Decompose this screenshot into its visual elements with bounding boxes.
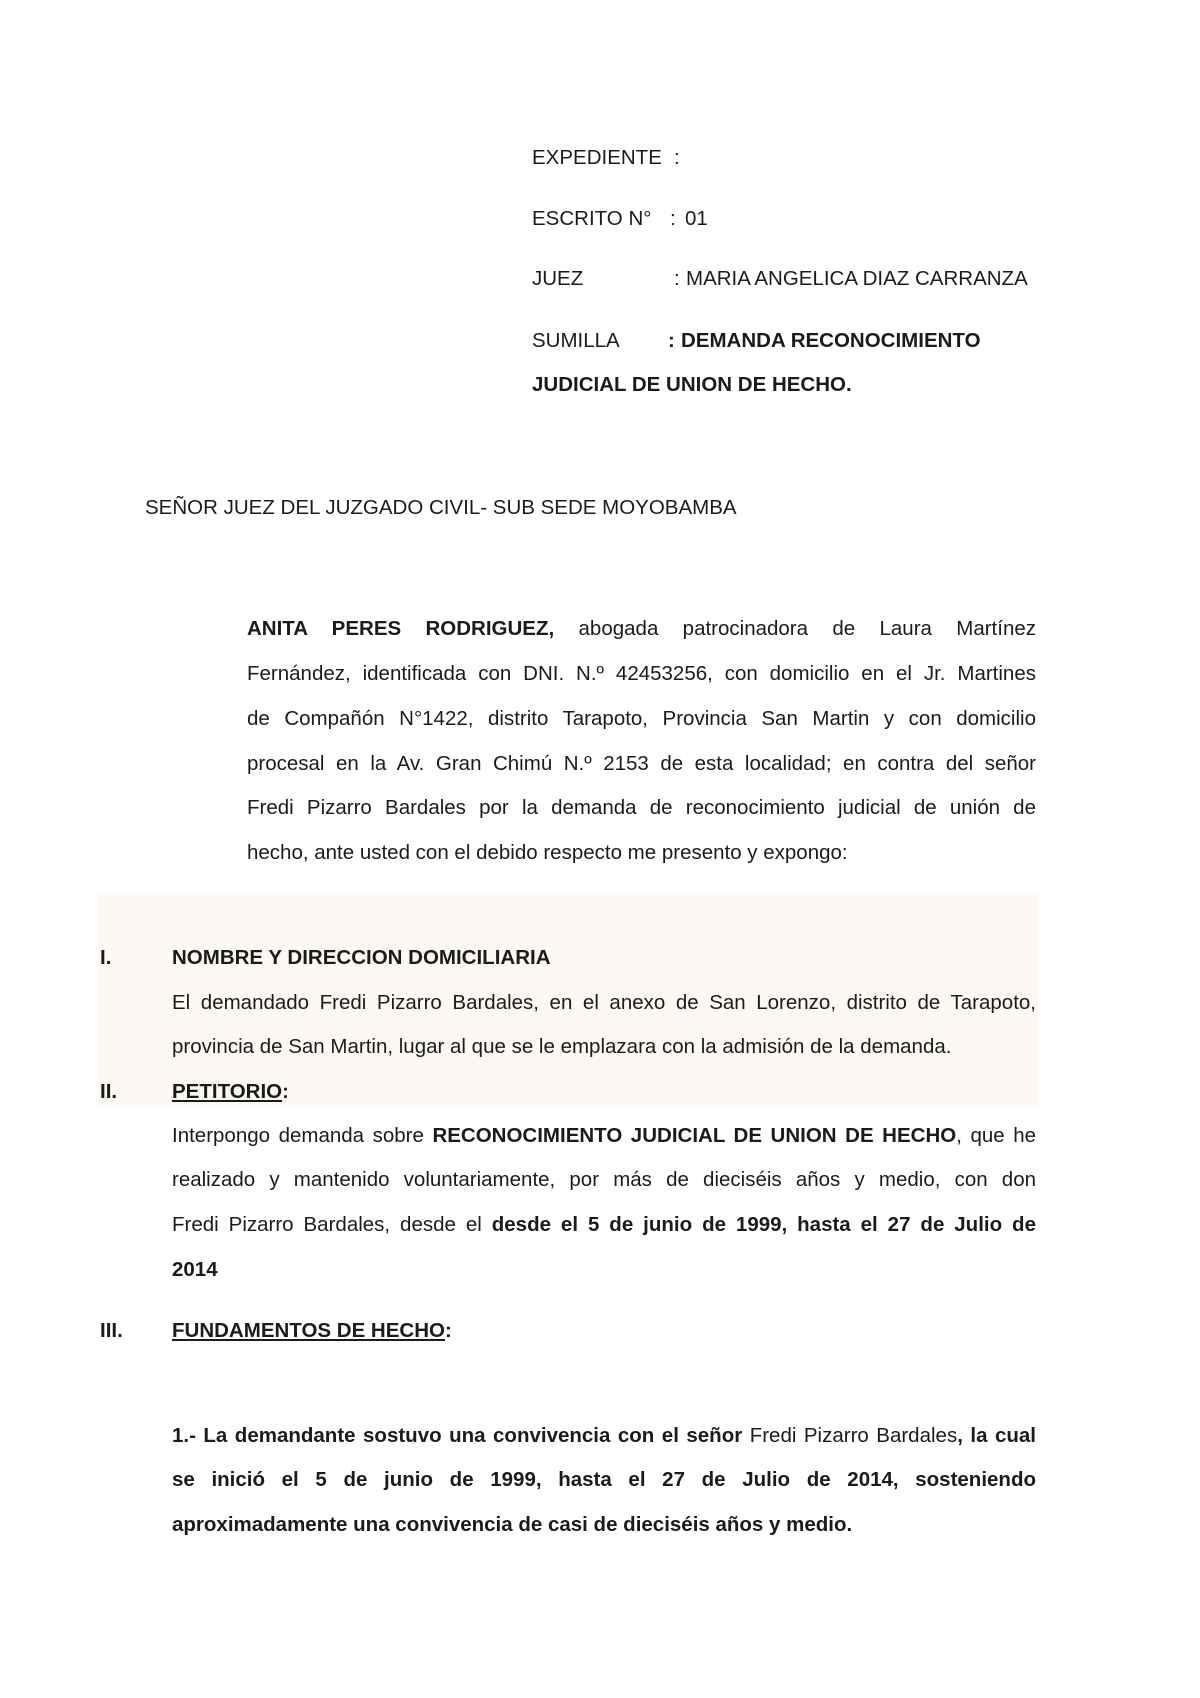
escrito-value: 01 (685, 207, 708, 230)
juez-value: MARIA ANGELICA DIAZ CARRANZA (686, 267, 1028, 290)
section-line (172, 1424, 1036, 1448)
text-segment: Fredi Pizarro Bardales, desde el (172, 1213, 482, 1236)
intro-line (247, 752, 1036, 776)
text-segment: Fredi Pizarro Bardales por la demanda de reconocimiento judicial de unión de (247, 796, 1036, 819)
section-line (172, 1168, 1036, 1192)
section-numeral: I. (100, 946, 112, 969)
escrito-colon: : (670, 207, 676, 230)
section-title-wrap (172, 1080, 1036, 1104)
section-line (172, 1468, 1036, 1492)
defendant-name: Fredi Pizarro Bardales (749, 1424, 958, 1447)
text-segment: Interpongo demanda sobre (172, 1124, 424, 1147)
sumilla-label: SUMILLA (532, 329, 620, 352)
section-title: NOMBRE Y DIRECCION DOMICILIARIA (172, 946, 551, 969)
sumilla-value-continued: JUDICIAL DE UNION DE HECHO. (532, 373, 852, 396)
text-segment: El demandado Fredi Pizarro Bardales, en el anexo de San Lorenzo, distrito de Tarapoto, (172, 991, 1036, 1014)
section-title: FUNDAMENTOS DE HECHO (172, 1319, 445, 1342)
sumilla-value: DEMANDA RECONOCIMIENTO (681, 329, 981, 352)
intro-line (247, 707, 1036, 731)
text-segment: de Compañón N°1422, distrito Tarapoto, Provincia San Martin y con domicilio (247, 707, 1036, 730)
section-line (172, 1513, 1036, 1537)
intro-line (247, 841, 1036, 865)
text-segment: realizado y mantenido voluntariamente, por más de dieciséis años y medio, con don (172, 1168, 1036, 1191)
intro-line (247, 617, 1036, 641)
juez-label: JUEZ (532, 267, 584, 290)
intro-line (247, 662, 1036, 686)
text-segment: provincia de San Martin, lugar al que se le emplazara con la admisión de la demanda. (172, 1035, 952, 1058)
date-range-bold-text: desde el 5 de junio de 1999, hasta el 27 de Julio de (491, 1213, 1036, 1236)
section-title-colon: : (282, 1080, 289, 1103)
juez-colon: : (674, 267, 680, 290)
section-title: PETITORIO (172, 1080, 283, 1103)
text-segment: procesal en la Av. Gran Chimú N.º 2153 de esta localidad; en contra del señor (247, 752, 1036, 775)
intro-line (247, 796, 1036, 820)
text-segment: se inició el 5 de junio de 1999, hasta el 27 de Julio de 2014, sosteniendo (172, 1468, 1036, 1491)
claim-bold-text: RECONOCIMIENTO JUDICIAL DE UNION DE HECHO (432, 1124, 957, 1147)
text-segment: abogada patrocinadora de Laura Martínez (578, 617, 1036, 640)
escrito-label: ESCRITO N° (532, 207, 652, 230)
text-segment: aproximadamente una convivencia de casi de dieciséis años y medio. (172, 1513, 853, 1536)
section-numeral: III. (100, 1319, 123, 1342)
section-title-wrap (172, 1319, 1036, 1343)
text-segment: Fernández, identificada con DNI. N.º 42453256, con domicilio en el Jr. Martines (247, 662, 1036, 685)
expediente-colon: : (674, 146, 680, 169)
section-line (172, 1124, 1036, 1148)
text-segment: , la cual (957, 1424, 1036, 1447)
section-line (172, 1035, 1036, 1059)
section-line (172, 1213, 1036, 1237)
section-title-colon: : (444, 1319, 452, 1342)
text-segment: 1.- La demandante sostuvo una convivencia con el señor (172, 1424, 743, 1447)
section-line (172, 991, 1036, 1015)
sumilla-colon: : (668, 329, 675, 352)
text-segment: , que he (956, 1124, 1036, 1147)
section-numeral: II. (100, 1080, 118, 1103)
addressee: SEÑOR JUEZ DEL JUZGADO CIVIL- SUB SEDE MOYOBAMBA (145, 496, 737, 519)
text-segment: hecho, ante usted con el debido respecto me presento y expongo: (247, 841, 848, 864)
text-segment: 2014 (172, 1258, 218, 1281)
section-line (172, 1258, 1036, 1282)
expediente-label: EXPEDIENTE (532, 146, 662, 169)
plaintiff-name: ANITA PERES RODRIGUEZ, (247, 617, 555, 640)
